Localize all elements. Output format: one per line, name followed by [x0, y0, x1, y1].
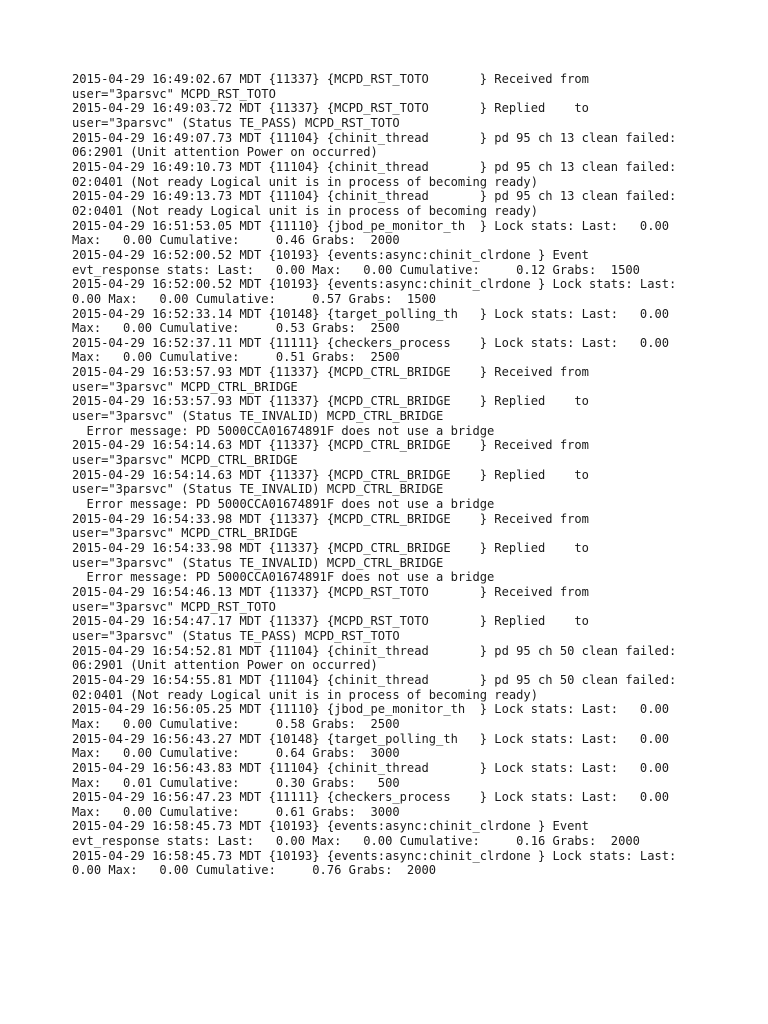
log-line: Max: 0.00 Cumulative: 0.46 Grabs: 2000 — [72, 233, 400, 248]
log-line: 2015-04-29 16:56:05.25 MDT {11110} {jbod_pe_monitor_th } Lock stats: Last: 0.00 — [72, 702, 670, 717]
log-line: 2015-04-29 16:52:37.11 MDT {11111} {checkers_process } Lock stats: Last: 0.00 — [72, 335, 670, 350]
log-line: user="3parsvc" (Status TE_INVALID) MCPD_CTRL_BRIDGE — [72, 555, 444, 570]
log-line: 2015-04-29 16:56:43.83 MDT {11104} {chinit_thread } Lock stats: Last: 0.00 — [72, 760, 670, 775]
log-line: Max: 0.00 Cumulative: 0.64 Grabs: 3000 — [72, 746, 400, 761]
log-line: evt_response stats: Last: 0.00 Max: 0.00 Cumulative: 0.12 Grabs: 1500 — [72, 262, 640, 277]
log-line: 2015-04-29 16:58:45.73 MDT {10193} {events:async:chinit_clrdone } Event — [72, 819, 589, 834]
log-line: Max: 0.00 Cumulative: 0.53 Grabs: 2500 — [72, 321, 400, 336]
log-line: 06:2901 (Unit attention Power on occurred) — [72, 658, 378, 673]
log-line: 2015-04-29 16:49:03.72 MDT {11337} {MCPD_RST_TOTO } Replied to — [72, 101, 589, 116]
log-line: user="3parsvc" MCPD_CTRL_BRIDGE — [72, 526, 298, 541]
log-line: 2015-04-29 16:49:02.67 MDT {11337} {MCPD_RST_TOTO } Received from — [72, 72, 589, 86]
log-line: 2015-04-29 16:54:14.63 MDT {11337} {MCPD_CTRL_BRIDGE } Received from — [72, 438, 589, 453]
log-line: 0.00 Max: 0.00 Cumulative: 0.57 Grabs: 1500 — [72, 291, 437, 306]
log-line: 2015-04-29 16:53:57.93 MDT {11337} {MCPD_CTRL_BRIDGE } Replied to — [72, 394, 589, 409]
log-line: Max: 0.00 Cumulative: 0.58 Grabs: 2500 — [72, 716, 400, 731]
log-line: Error message: PD 5000CCA01674891F does not use a bridge — [72, 423, 495, 438]
log-line: 0.00 Max: 0.00 Cumulative: 0.76 Grabs: 2000 — [72, 863, 437, 878]
log-line: 2015-04-29 16:54:46.13 MDT {11337} {MCPD_RST_TOTO } Received from — [72, 584, 589, 599]
log-line: Error message: PD 5000CCA01674891F does not use a bridge — [72, 497, 495, 512]
log-line: 2015-04-29 16:56:47.23 MDT {11111} {checkers_process } Lock stats: Last: 0.00 — [72, 790, 670, 805]
log-line: 2015-04-29 16:54:33.98 MDT {11337} {MCPD_CTRL_BRIDGE } Replied to — [72, 541, 589, 555]
log-line: Error message: PD 5000CCA01674891F does not use a bridge — [72, 570, 495, 585]
log-line: 2015-04-29 16:54:55.81 MDT {11104} {chinit_thread } pd 95 ch 50 clean failed: — [72, 672, 677, 687]
log-line: Max: 0.00 Cumulative: 0.61 Grabs: 3000 — [72, 804, 400, 819]
log-line: user="3parsvc" (Status TE_PASS) MCPD_RST_TOTO — [72, 628, 400, 643]
log-line: user="3parsvc" MCPD_RST_TOTO — [72, 86, 276, 101]
log-line: 06:2901 (Unit attention Power on occurred) — [72, 145, 378, 160]
log-line: 2015-04-29 16:52:00.52 MDT {10193} {events:async:chinit_clrdone } Lock stats: Last: — [72, 277, 677, 292]
log-line: user="3parsvc" (Status TE_INVALID) MCPD_CTRL_BRIDGE — [72, 482, 444, 497]
log-line: evt_response stats: Last: 0.00 Max: 0.00 Cumulative: 0.16 Grabs: 2000 — [72, 834, 640, 849]
log-line: Max: 0.00 Cumulative: 0.51 Grabs: 2500 — [72, 350, 400, 365]
log-line: 2015-04-29 16:51:53.05 MDT {11110} {jbod_pe_monitor_th } Lock stats: Last: 0.00 — [72, 218, 670, 233]
log-line: 02:0401 (Not ready Logical unit is in process of becoming ready) — [72, 174, 538, 189]
log-line: user="3parsvc" (Status TE_PASS) MCPD_RST_TOTO — [72, 115, 400, 130]
log-line: 2015-04-29 16:54:14.63 MDT {11337} {MCPD_CTRL_BRIDGE } Replied to — [72, 467, 589, 482]
log-line: 2015-04-29 16:54:47.17 MDT {11337} {MCPD_RST_TOTO } Replied to — [72, 614, 589, 629]
log-line: 02:0401 (Not ready Logical unit is in process of becoming ready) — [72, 687, 538, 702]
log-line: user="3parsvc" (Status TE_INVALID) MCPD_CTRL_BRIDGE — [72, 409, 444, 424]
log-line: user="3parsvc" MCPD_CTRL_BRIDGE — [72, 379, 298, 394]
log-line: 2015-04-29 16:49:07.73 MDT {11104} {chinit_thread } pd 95 ch 13 clean failed: — [72, 130, 677, 145]
log-line: 2015-04-29 16:56:43.27 MDT {10148} {target_polling_th } Lock stats: Last: 0.00 — [72, 731, 670, 746]
log-page — [72, 72, 712, 878]
log-line: 2015-04-29 16:49:13.73 MDT {11104} {chinit_thread } pd 95 ch 13 clean failed: — [72, 189, 677, 204]
log-line: user="3parsvc" MCPD_RST_TOTO — [72, 599, 276, 614]
log-line: 2015-04-29 16:54:33.98 MDT {11337} {MCPD_CTRL_BRIDGE } Received from — [72, 511, 589, 526]
log-line: Max: 0.01 Cumulative: 0.30 Grabs: 500 — [72, 775, 400, 790]
log-line: 2015-04-29 16:58:45.73 MDT {10193} {events:async:chinit_clrdone } Lock stats: Last: — [72, 848, 677, 863]
log-line: 2015-04-29 16:49:10.73 MDT {11104} {chinit_thread } pd 95 ch 13 clean failed: — [72, 159, 677, 174]
log-body — [72, 72, 712, 878]
log-line: user="3parsvc" MCPD_CTRL_BRIDGE — [72, 453, 298, 468]
log-line: 2015-04-29 16:52:00.52 MDT {10193} {events:async:chinit_clrdone } Event — [72, 247, 589, 262]
log-line: 02:0401 (Not ready Logical unit is in process of becoming ready) — [72, 203, 538, 218]
log-line: 2015-04-29 16:54:52.81 MDT {11104} {chinit_thread } pd 95 ch 50 clean failed: — [72, 643, 677, 658]
log-line: 2015-04-29 16:52:33.14 MDT {10148} {target_polling_th } Lock stats: Last: 0.00 — [72, 306, 670, 321]
log-line: 2015-04-29 16:53:57.93 MDT {11337} {MCPD_CTRL_BRIDGE } Received from — [72, 365, 589, 380]
